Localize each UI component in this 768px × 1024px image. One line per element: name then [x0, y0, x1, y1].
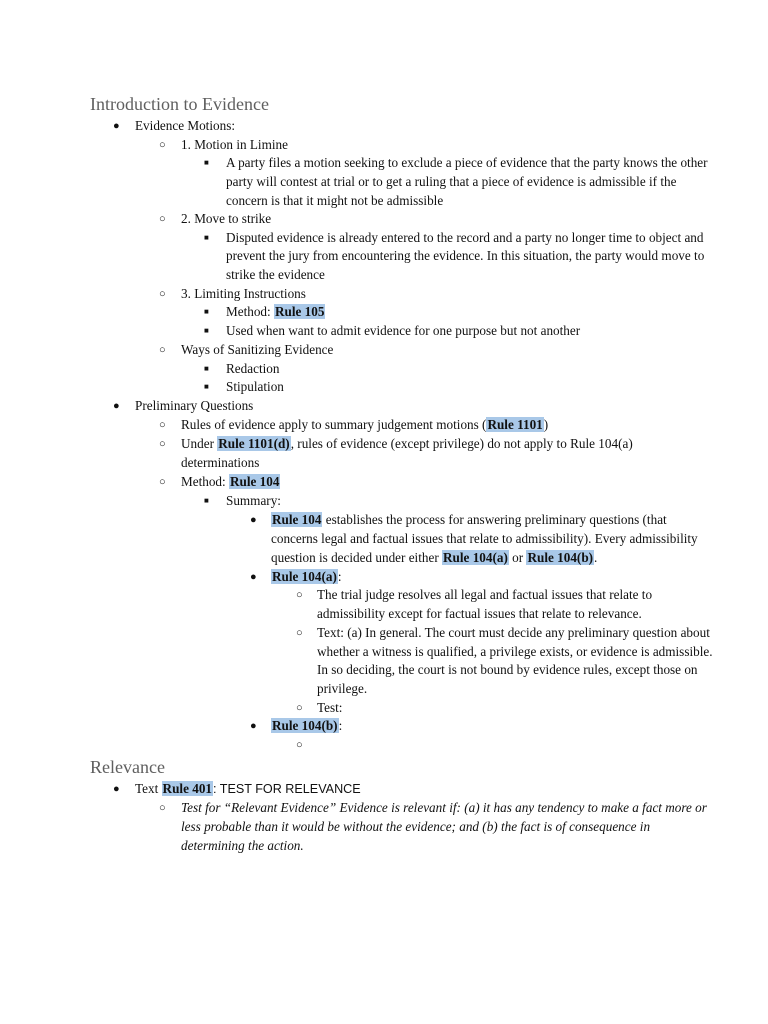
method-rule-104-line [181, 473, 280, 492]
circle-bullet: ○ [159, 344, 166, 356]
test-for-relevance: : TEST FOR RELEVANCE [213, 782, 361, 796]
circle-bullet: ○ [159, 213, 166, 225]
sanitizing-item-redaction: Redaction [226, 361, 280, 376]
circle-bullet: ○ [296, 702, 303, 714]
circle-bullet: ○ [296, 739, 303, 751]
rule-1101-link[interactable]: Rule 1101 [487, 417, 543, 432]
rule-105-link[interactable]: Rule 105 [275, 304, 325, 319]
rule-104b-link[interactable]: Rule 104(b) [272, 718, 338, 733]
rule-104a-item: The trial judge resolves all legal and factual issues that relate to [317, 587, 653, 602]
limiting-use-line: Used when want to admit evidence for one purpose but not another [226, 323, 581, 338]
rule-104a-link[interactable]: Rule 104(a) [443, 550, 508, 565]
strike-desc-line: strike the evidence [226, 267, 325, 282]
summary-judgement-line [181, 416, 548, 435]
relevance-quote-line: determining the action. [181, 838, 304, 853]
circle-bullet: ○ [159, 802, 166, 814]
text-prefix: Text [135, 781, 162, 796]
circle-bullet: ○ [159, 139, 166, 151]
square-bullet: ■ [204, 233, 209, 242]
strike-desc-line: Disputed evidence is already entered to the record and a party no longer time to object and [226, 230, 704, 245]
heading-relevance: Relevance [90, 757, 165, 777]
relevance-quote-line: less probable than it would be without the evidence; and (b) the fact is of consequence in [181, 819, 651, 834]
rule-104a-item: admissibility except for factual issues that relate to relevance. [317, 606, 642, 621]
or-text: or [508, 550, 527, 565]
colon: : [338, 718, 343, 733]
method-label: Method: [181, 474, 229, 489]
sanitizing-item-stipulation: Stipulation [226, 379, 284, 394]
rule-104-link[interactable]: Rule 104 [230, 474, 280, 489]
colon: : [337, 569, 342, 584]
preliminary-questions-label: Preliminary Questions [135, 398, 254, 413]
square-bullet: ■ [204, 496, 209, 505]
rule-104-desc: establishes the process for answering preliminary questions (that [322, 512, 667, 527]
rule-104a-item: whether a witness is qualified, a privilege exists, or evidence is admissible. [317, 644, 713, 659]
disc-bullet: ● [250, 720, 257, 732]
disc-bullet: ● [250, 571, 257, 583]
under-post: , rules of evidence (except privilege) do not apply to Rule 104(a) [290, 436, 633, 451]
rule-104a-link[interactable]: Rule 104(a) [272, 569, 337, 584]
strike-desc-line: prevent the jury from encountering the evidence. In this situation, the party would move to [226, 248, 705, 263]
disc-bullet: ● [113, 120, 120, 132]
square-bullet: ■ [204, 364, 209, 373]
sanitizing-title: Ways of Sanitizing Evidence [181, 342, 334, 357]
square-bullet: ■ [204, 307, 209, 316]
disc-bullet: ● [113, 783, 120, 795]
circle-bullet: ○ [159, 288, 166, 300]
circle-bullet: ○ [296, 589, 303, 601]
limine-desc-line: concern is that it might not be admissible [226, 193, 444, 208]
motion-in-limine-title: 1. Motion in Limine [181, 137, 288, 152]
rule-104b-heading [271, 717, 342, 736]
circle-bullet: ○ [296, 627, 303, 639]
under-rule-line-2: determinations [181, 455, 260, 470]
relevance-text-line [135, 780, 361, 799]
move-to-strike-title: 2. Move to strike [181, 211, 272, 226]
rule-104a-item: Text: (a) In general. The court must decide any preliminary question about [317, 625, 710, 640]
evidence-motions-label: Evidence Motions: [135, 118, 235, 133]
under-rule-line [181, 435, 633, 454]
rule-104-desc: question is decided under either [271, 550, 443, 565]
sj-text: Rules of evidence apply to summary judgement motions ( [181, 417, 487, 432]
limiting-method-line [226, 303, 325, 322]
limine-desc-line: A party files a motion seeking to exclude a piece of evidence that the party knows the other [226, 155, 708, 170]
relevance-quote-line: Test for “Relevant Evidence” Evidence is relevant if: (a) it has any tendency to make a fact more or [181, 800, 707, 815]
disc-bullet: ● [113, 400, 120, 412]
circle-bullet: ○ [159, 438, 166, 450]
rule-104-link[interactable]: Rule 104 [272, 512, 322, 527]
summary-label: Summary: [226, 493, 281, 508]
under-text: Under [181, 436, 218, 451]
square-bullet: ■ [204, 382, 209, 391]
rule-104-desc-line [271, 511, 667, 530]
rule-104b-link[interactable]: Rule 104(b) [527, 550, 594, 565]
square-bullet: ■ [204, 158, 209, 167]
rule-104-desc-line [271, 549, 597, 568]
rule-104a-item: privilege. [317, 681, 368, 696]
heading-introduction: Introduction to Evidence [90, 94, 269, 114]
rule-1101d-link[interactable]: Rule 1101(d) [218, 436, 290, 451]
sj-close: ) [543, 417, 549, 432]
method-label: Method: [226, 304, 274, 319]
square-bullet: ■ [204, 326, 209, 335]
rule-104a-heading [271, 568, 342, 587]
circle-bullet: ○ [159, 476, 166, 488]
disc-bullet: ● [250, 514, 257, 526]
rule-104a-item: In so deciding, the court is not bound by evidence rules, except those on [317, 662, 698, 677]
rule-104a-item: Test: [317, 700, 343, 715]
rule-104-desc-line: concerns legal and factual issues that relate to admissibility). Every admissibility [271, 531, 698, 546]
rule-401-link[interactable]: Rule 401 [162, 781, 212, 796]
limine-desc-line: party will contest at trial or to get a ruling that a piece of evidence is admissible if the [226, 174, 677, 189]
limiting-instructions-title: 3. Limiting Instructions [181, 286, 306, 301]
circle-bullet: ○ [159, 419, 166, 431]
period-text: . [594, 550, 598, 565]
